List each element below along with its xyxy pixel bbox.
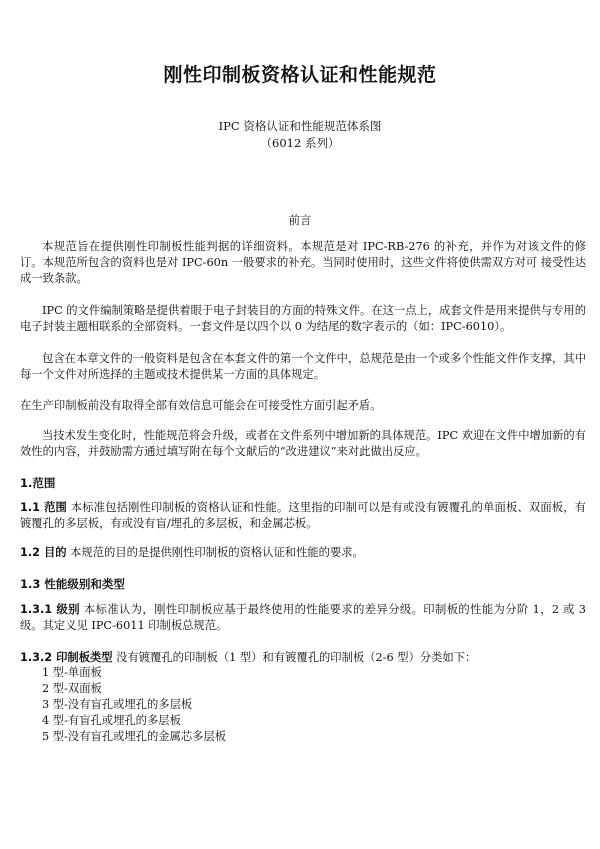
list-item: 1 型-单面板 — [42, 666, 102, 679]
preface-heading: 前言 — [288, 213, 312, 227]
section-1-3-2-label: 1.3.2 印制板类型 — [20, 651, 113, 664]
preface-paragraph-2: IPC 的文件编制策略是提供着眼于电子封装目的方面的特殊文件。在这一点上，成套文件是用来提供与专用的电子封装主题相联系的全部资料。一套文件是以四个以 0 为结尾的数字表示的（如：IPC-6010）。 — [20, 304, 586, 333]
document-series: （6012 系列） — [260, 136, 340, 150]
section-1-2-label: 1.2 目的 — [20, 546, 67, 559]
list-item: 4 型-有盲孔或埋孔的多层板 — [42, 714, 181, 727]
document-subtitle: IPC 资格认证和性能规范体系图 — [218, 119, 382, 133]
section-1-3-heading: 1.3 性能级别和类型 — [20, 577, 125, 591]
list-item: 2 型-双面板 — [42, 682, 102, 695]
board-type-list — [42, 665, 226, 745]
preface-paragraph-1: 本规范旨在提供刚性印制板性能判据的详细资料。本规范是对 IPC-RB-276 的补充，并作为对该文件的修订。本规范所包含的资料也是对 IPC-60n 一般要求的补充。当同时使用时，这些文件将使供需双方对可 接受性达成一致条款。 — [20, 240, 586, 285]
preface-paragraph-4: 在生产印制板前没有取得全部有效信息可能会在可接受性方面引起矛盾。 — [20, 399, 382, 412]
section-1-3-2-text: 没有镀覆孔的印制板（1 型）和有镀覆孔的印制板（2-6 型）分类如下： — [112, 651, 477, 664]
section-1-2-text: 本规范的目的是提供刚性印制板的资格认证和性能的要求。 — [66, 546, 364, 559]
section-1-3-1 — [20, 602, 586, 634]
preface-paragraph-3: 包含在本章文件的一般资料是包含在本套文件的第一个文件中，总规范是由一个或多个性能文件作支撑，其中每一个文件对所选择的主题或技术提供某一方面的具体规定。 — [20, 352, 586, 381]
section-1-3-1-text: 本标准认为，刚性印制板应基于最终使用的性能要求的差异分级。印制板的性能为分阶 1，2 或 3 级。其定义见 IPC-6011 印制板总规范。 — [20, 603, 586, 632]
section-1-1 — [20, 500, 586, 532]
section-1-3-1-label: 1.3.1 级别 — [20, 603, 80, 616]
document-title: 刚性印制板资格认证和性能规范 — [163, 64, 437, 86]
section-1-2 — [20, 545, 586, 561]
list-item: 3 型-没有盲孔或埋孔的多层板 — [42, 698, 193, 711]
section-1-1-label: 1.1 范围 — [20, 501, 68, 514]
section-1-3-2 — [20, 650, 586, 666]
preface-paragraph-5: 当技术发生变化时，性能规范将会升级，或者在文件系列中增加新的具体规范。IPC 欢迎在文件中增加新的有效性的内容，并鼓励需方通过填写附在每个文献后的“改进建议”来对此做出反应。 — [20, 429, 586, 458]
list-item: 5 型-没有盲孔或埋孔的金属芯多层板 — [42, 730, 227, 743]
section-1-1-text: 本标准包括刚性印制板的资格认证和性能。这里指的印制可以是有或没有镀覆孔的单面板、双面板，有镀覆孔的多层板，有或没有盲/埋孔的多层板，和金属芯板。 — [20, 501, 586, 530]
section-1-heading: 1.范围 — [20, 476, 56, 490]
